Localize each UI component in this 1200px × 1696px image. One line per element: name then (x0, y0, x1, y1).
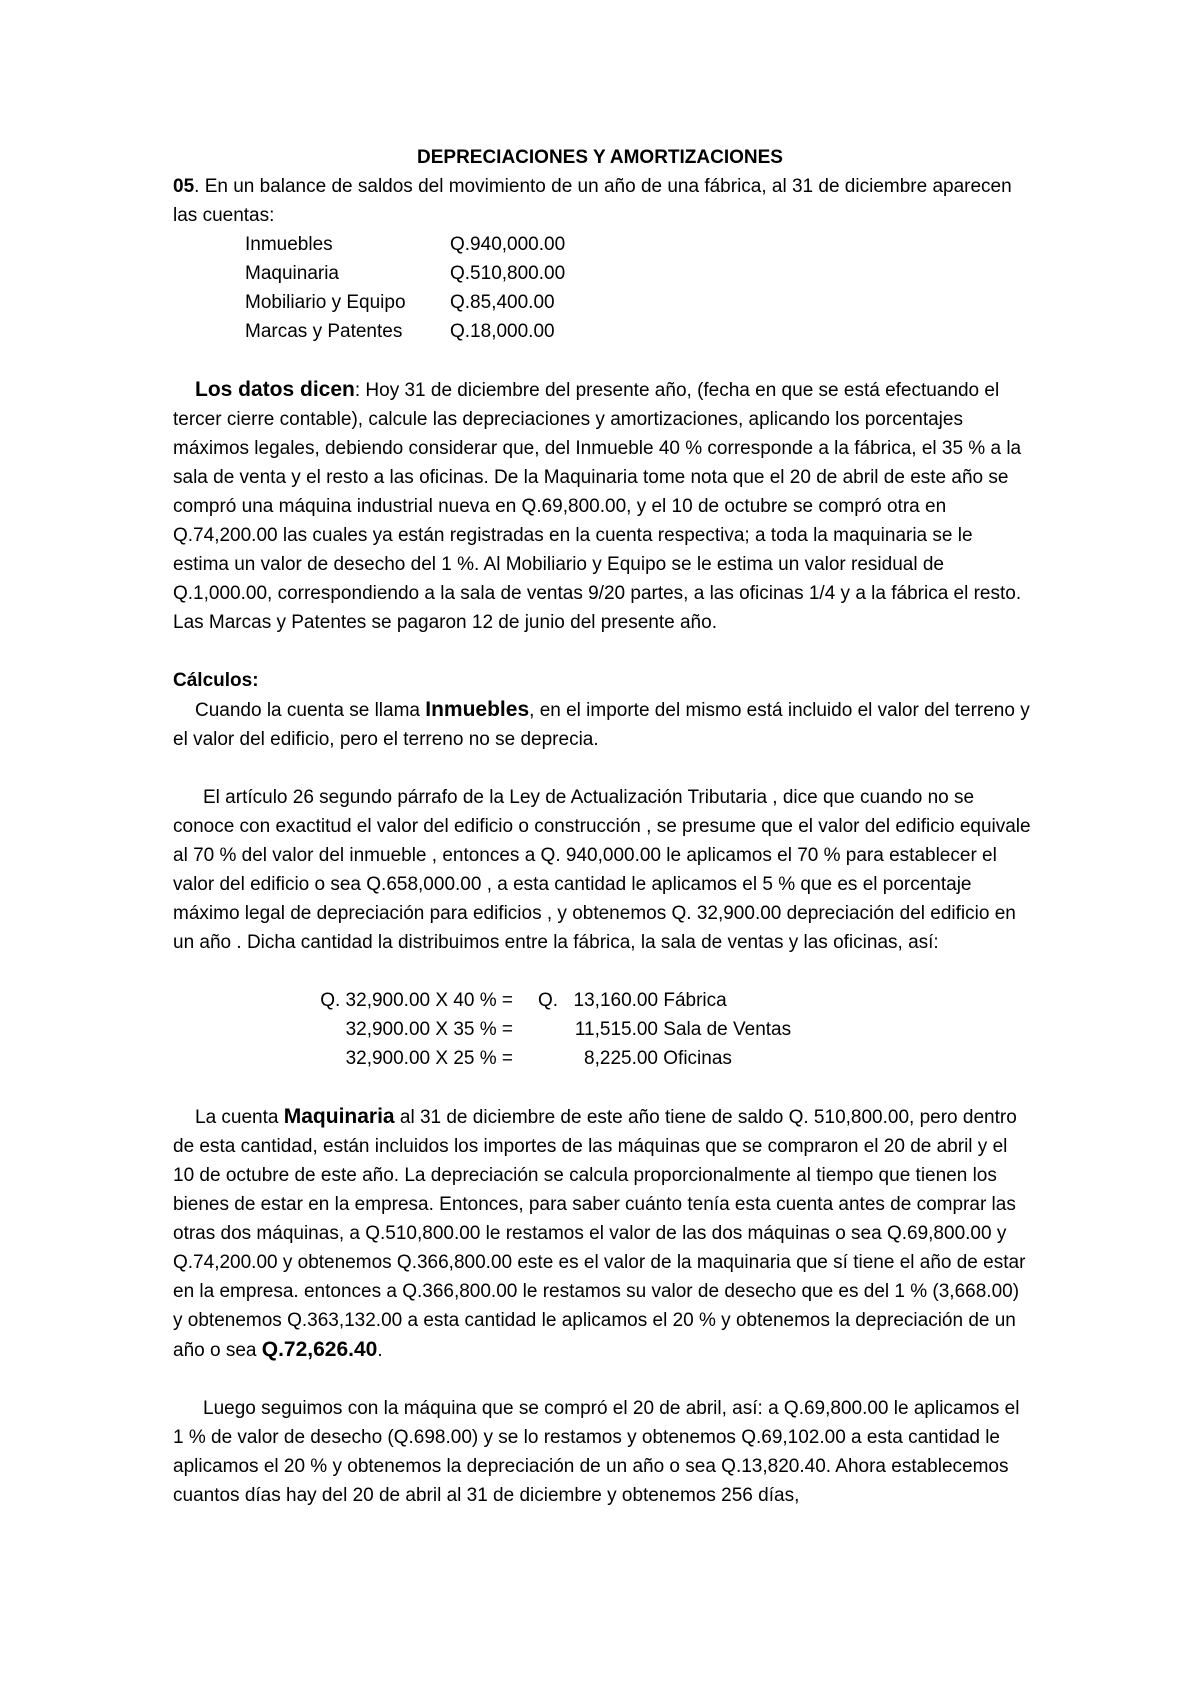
account-name: Maquinaria (245, 263, 339, 284)
account-row (173, 230, 1033, 259)
document-title: DEPRECIACIONES Y AMORTIZACIONES (417, 147, 783, 168)
account-name: Inmuebles (245, 234, 333, 255)
distribution-amount: 13,160.00 (573, 990, 659, 1011)
document-body (173, 172, 1033, 1510)
distribution-formula: 32,900.00 X 25 % = (345, 1048, 513, 1069)
distribution-result (513, 1044, 732, 1073)
maquinaria-text-before: La cuenta (195, 1107, 284, 1128)
distribution-prefix: Q. (538, 990, 559, 1011)
maquinaria-bold: Maquinaria (283, 1105, 395, 1128)
account-value: Q.510,800.00 (450, 263, 566, 284)
inmuebles-text-after: , en el importe del mismo está incluido el valor del terreno y el valor del edificio, pero el terreno no se deprecia. (173, 700, 1030, 750)
accounts-list (173, 230, 1033, 346)
account-row (173, 259, 1033, 288)
maquinaria-text-end: . (377, 1340, 383, 1361)
distribution-label: Sala de Ventas (663, 1019, 792, 1040)
distribution-row (173, 986, 1033, 1015)
distribution-result (513, 1015, 791, 1044)
inmuebles-text-before: Cuando la cuenta se llama (195, 700, 426, 721)
distribution-table (173, 986, 1033, 1073)
datos-text: : Hoy 31 de diciembre del presente año, (fecha en que se está efectuando el tercer cierre contable), calcule las depreciaciones y amortizaciones, aplicando los porcentajes máximos legales, debiendo considerar que, del Inmueble 40 % corresponde a la fábrica, el 35 % a la sala de venta y el resto a las oficinas. De la Maquinaria tome nota que el 20 de abril de este año se compró una máquina industrial nueva en Q.69,800.00, y el 10 de octubre se compró otra en Q.74,200.00 las cuales ya están registradas en la cuenta respectiva; a toda la maquinaria se le estima un valor de desecho del 1 %. Al Mobiliario y Equipo se le estima un valor residual de Q.1,000.00, correspondiendo a la sala de ventas 9/20 partes, a las oficinas 1/4 y a la fábrica el resto. Las Marcas y Patentes se pagaron 12 de junio del presente año. (173, 380, 1022, 633)
account-name: Marcas y Patentes (245, 321, 403, 342)
account-value: Q.85,400.00 (450, 292, 555, 313)
distribution-row (173, 1044, 1033, 1073)
distribution-amount: 8,225.00 (584, 1048, 658, 1069)
account-name: Mobiliario y Equipo (245, 292, 406, 313)
inmuebles-bold: Inmuebles (425, 698, 530, 721)
account-value: Q.940,000.00 (450, 234, 566, 255)
account-row (173, 288, 1033, 317)
distribution-formula: 32,900.00 X 35 % = (345, 1019, 513, 1040)
intro-text: . En un balance de saldos del movimiento de un año de una fábrica, al 31 de diciembre aparecen las cuentas: (173, 176, 1012, 226)
distribution-result (513, 986, 727, 1015)
exercise-number: 05 (173, 176, 195, 197)
intro-paragraph (173, 172, 1033, 230)
maquinaria-text-middle: al 31 de diciembre de este año tiene de saldo Q. 510,800.00, pero dentro de esta cantidad, están incluidos los importes de las máquinas que se compraron el 20 de abril y el 10 de octubre de este año. La depreciación se calcula proporcionalmente al tiempo que tienen los bienes de estar en la empresa. Entonces, para saber cuánto tenía esta cuenta antes de comprar las otras dos máquinas, a Q.510,800.00 le restamos el valor de las dos máquinas o sea Q.69,800.00 y Q.74,200.00 y obtenemos Q.366,800.00 este es el valor de la maquinaria que sí tiene el año de estar en la empresa. entonces a Q.366,800.00 le restamos su valor de desecho que es del 1 % (3,668.00) y obtenemos Q.363,132.00 a esta cantidad le aplicamos el 20 % y obtenemos la depreciación de un año o sea (173, 1107, 1026, 1361)
distribution-row (173, 1015, 1033, 1044)
calculos-heading: Cálculos: (173, 670, 259, 691)
articulo-paragraph: El artículo 26 segundo párrafo de la Ley de Actualización Tributaria , dice que cuando no se conoce con exactitud el valor del edificio o construcción , se presume que el valor del edificio equivale al 70 % del valor del inmueble , entonces a Q. 940,000.00 le aplicamos el 70 % para establecer el valor del edificio o sea Q.658,000.00 , a esta cantidad le aplicamos el 5 % que es el porcentaje máximo legal de depreciación para edificios , y obtenemos Q. 32,900.00 depreciación del edificio en un año . Dicha cantidad la distribuimos entre la fábrica, la sala de ventas y las oficinas, así: (173, 787, 1031, 953)
distribution-label: Fábrica (663, 990, 727, 1011)
account-value: Q.18,000.00 (450, 321, 555, 342)
datos-label: Los datos dicen (195, 378, 355, 401)
distribution-formula: Q. 32,900.00 X 40 % = (320, 990, 513, 1011)
maquinaria-paragraph (173, 1102, 1033, 1365)
distribution-label: Oficinas (663, 1048, 732, 1069)
maquinaria-total: Q.72,626.40 (261, 1338, 378, 1361)
datos-paragraph (173, 375, 1033, 637)
account-row (173, 317, 1033, 346)
distribution-amount: 11,515.00 (574, 1019, 658, 1040)
inmuebles-paragraph (173, 695, 1033, 754)
luego-paragraph: Luego seguimos con la máquina que se compró el 20 de abril, así: a Q.69,800.00 le aplicamos el 1 % de valor de desecho (Q.698.00) y se lo restamos y obtenemos Q.69,102.00 a esta cantidad le aplicamos el 20 % y obtenemos la depreciación de un año o sea Q.13,820.40. Ahora establecemos cuantos días hay del 20 de abril al 31 de diciembre y obtenemos 256 días, (173, 1398, 1020, 1506)
